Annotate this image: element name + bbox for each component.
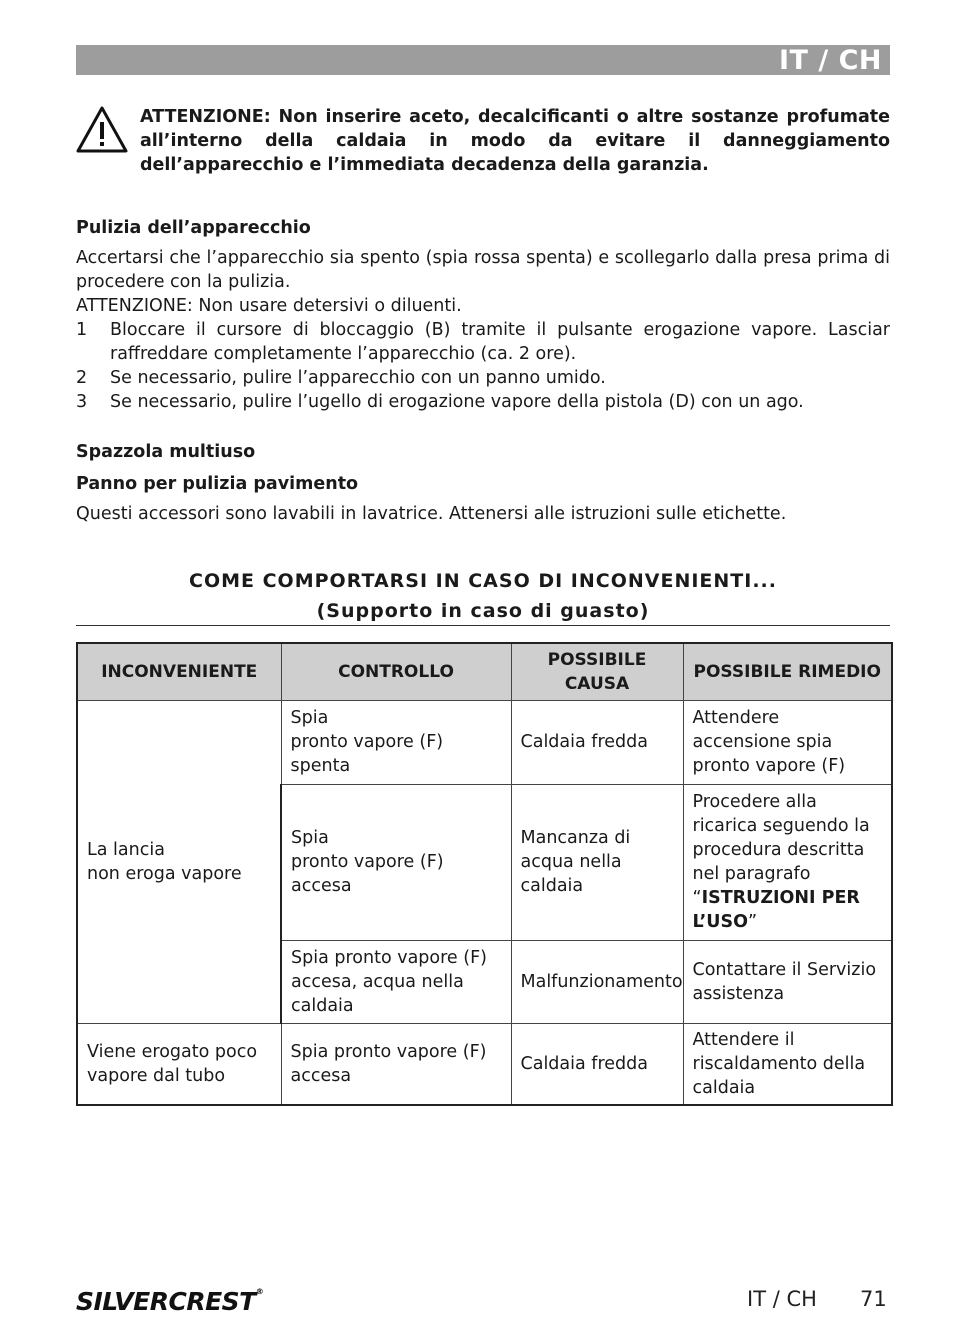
table-row	[77, 1023, 892, 1105]
check-cell: Spia pronto vapore (F) accesa, acqua nella caldaia	[281, 940, 511, 1023]
problem-cell: Viene erogato poco vapore dal tubo	[77, 1023, 281, 1105]
remedy-cell: Attendere accensione spia pronto vapore (F)	[683, 700, 892, 784]
troubleshooting-title	[76, 566, 890, 626]
cause-cell: Malfunzionamento	[511, 940, 683, 1023]
check-cell: Spia pronto vapore (F) accesa	[281, 1023, 511, 1105]
cleaning-step	[76, 390, 890, 414]
step-text: Bloccare il cursore di bloccaggio (B) tramite il pulsante erogazione vapore. Lasciar raffreddare completamente l’apparecchio (ca. 2 ore).	[110, 320, 890, 364]
problem-line: La lancia	[87, 839, 165, 860]
table-row	[77, 700, 892, 784]
column-header-check: CONTROLLO	[281, 643, 511, 700]
remedy-cell	[683, 784, 892, 940]
cleaning-step	[76, 318, 890, 366]
warning-block	[76, 105, 890, 177]
page-number: 71	[860, 1287, 887, 1311]
cause-cell: Mancanza di acqua nella caldaia	[511, 784, 683, 940]
step-text: Se necessario, pulire l’ugello di erogazione vapore della pistola (D) con un ago.	[110, 392, 804, 412]
column-header-problem: INCONVENIENTE	[77, 643, 281, 700]
cleaning-caution: ATTENZIONE: Non usare detersivi o diluenti.	[76, 296, 462, 316]
accessories-text: Questi accessori sono lavabili in lavatrice. Attenersi alle istruzioni sulle etichette.	[76, 504, 787, 524]
check-cell	[281, 784, 511, 940]
troubleshooting-title-line2: (Supporto in caso di guasto)	[316, 600, 650, 622]
problem-line: non eroga vapore	[87, 863, 242, 884]
cleaning-heading: Pulizia dell’apparecchio	[76, 218, 311, 238]
brand-name: SILVERCREST	[76, 1287, 256, 1316]
table-header-row	[77, 643, 892, 700]
silvercrest-logo	[76, 1287, 263, 1316]
check-line: Spia	[290, 708, 329, 728]
header-lang: IT / CH	[778, 45, 882, 76]
step-number: 1	[76, 320, 88, 340]
header-bar	[76, 45, 890, 75]
check-cell	[281, 700, 511, 784]
cleaning-step	[76, 366, 890, 390]
accessories-heading-brush: Spazzola multiuso	[76, 442, 256, 462]
accessories-heading-cloth: Panno per pulizia pavimento	[76, 474, 359, 494]
troubleshooting-table	[76, 642, 893, 1106]
cleaning-intro: Accertarsi che l’apparecchio sia spento (spia rossa spenta) e scollegarlo dalla presa prima di procedere con la pulizia.	[76, 248, 890, 292]
cause-cell: Caldaia fredda	[511, 700, 683, 784]
check-line: spenta	[290, 756, 351, 776]
check-line: accesa	[291, 876, 352, 896]
title-divider	[76, 625, 890, 626]
column-header-remedy: POSSIBILE RIMEDIO	[683, 643, 892, 700]
remedy-suffix: ”	[747, 912, 758, 932]
check-line: pronto vapore (F)	[290, 732, 444, 752]
problem-cell	[77, 700, 281, 1023]
step-number: 2	[76, 368, 88, 388]
check-line: Spia	[291, 828, 329, 848]
accessories-section	[76, 440, 890, 526]
remedy-cell: Attendere il riscaldamento della caldaia	[683, 1023, 892, 1105]
remedy-text: Procedere alla ricarica seguendo la procedura descritta nel paragrafo “	[692, 792, 870, 908]
cause-cell: Caldaia fredda	[511, 1023, 683, 1105]
footer-lang: IT / CH	[747, 1287, 817, 1311]
cleaning-section	[76, 216, 890, 414]
check-line: pronto vapore (F)	[291, 852, 444, 872]
troubleshooting-title-line1: COME COMPORTARSI IN CASO DI INCONVENIENTI...	[189, 570, 777, 592]
remedy-cell: Contattare il Servizio assistenza	[683, 940, 892, 1023]
step-text: Se necessario, pulire l’apparecchio con un panno umido.	[110, 368, 606, 388]
registered-mark-icon: ®	[255, 1287, 264, 1296]
column-header-cause: POSSIBILE CAUSA	[511, 643, 683, 700]
warning-triangle-icon	[76, 105, 128, 153]
remedy-bold-ref: ISTRUZIONI PER L’USO	[692, 888, 860, 932]
step-number: 3	[76, 392, 88, 412]
warning-text: ATTENZIONE: Non inserire aceto, decalcificanti o altre sostanze profumate all’interno della caldaia in modo da evitare il danneggiamento dell’apparecchio e l’immediata decadenza della garanzia.	[140, 107, 890, 175]
